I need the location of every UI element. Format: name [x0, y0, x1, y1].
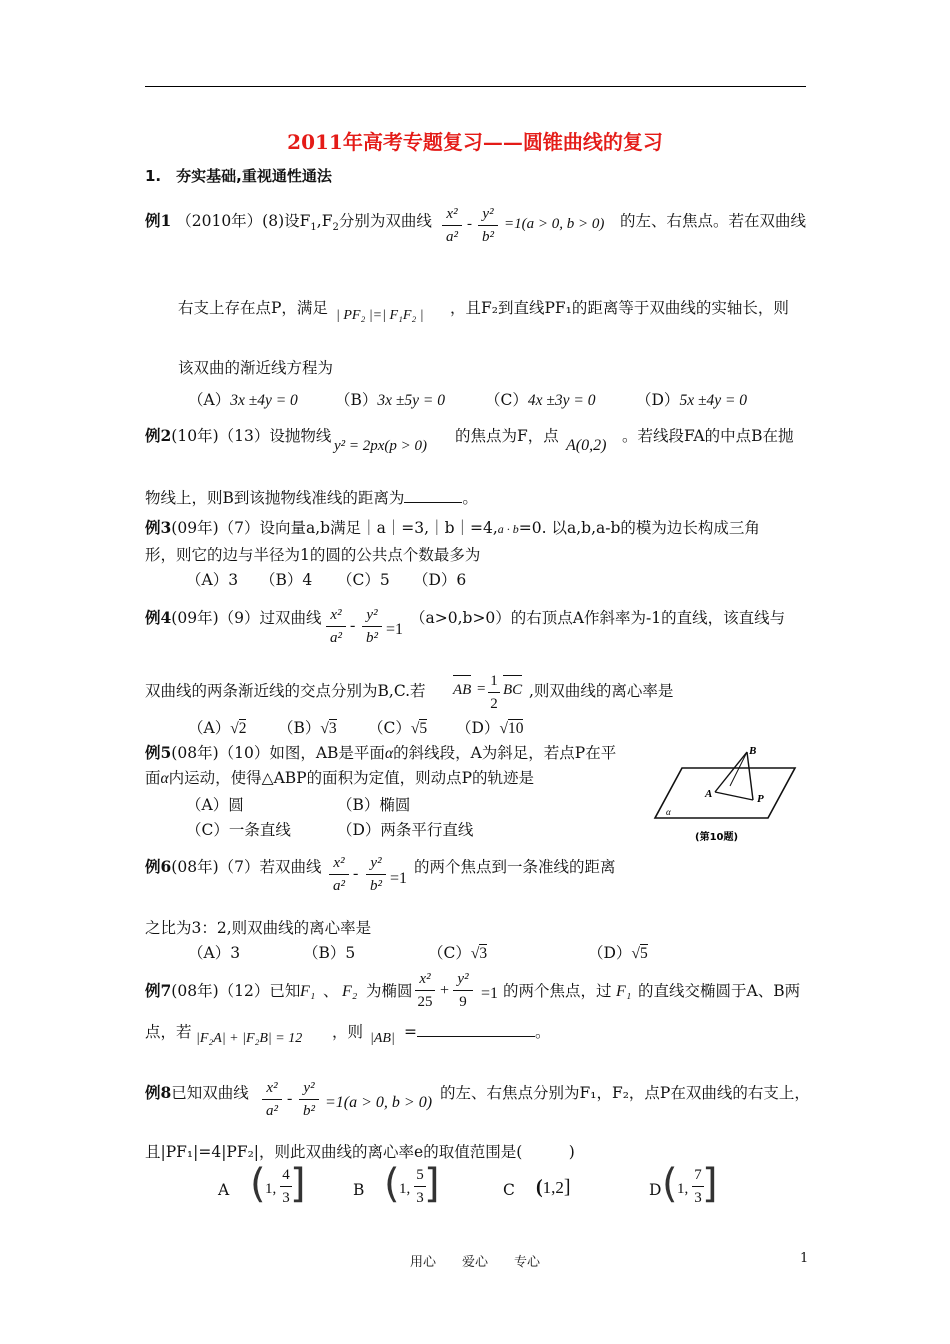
- example-5-line2: 面α内运动，使得△ABP的面积为定值，则动点P的轨迹是: [145, 769, 535, 787]
- choice-c-label: C: [503, 1181, 515, 1199]
- example-2-c: 。若线段FA的中点B在抛: [622, 427, 794, 445]
- page-number: 1: [800, 1251, 809, 1266]
- example-1-line2b: ，且F₂到直线PF₁的距离等于双曲线的实轴长，则: [450, 299, 789, 317]
- example-3-line1: 例3(09年)（7）设向量a,b满足｜a｜=3,｜b｜=4,a · b=0. 以a,b,a-b的模为边长构成三角: [145, 518, 760, 537]
- example-7-b: 为椭圆: [366, 982, 413, 1000]
- label-p: P: [757, 793, 764, 805]
- choice-d: （D）6: [413, 571, 467, 589]
- example-4-line1: 例4(09年)（9）过双曲线: [145, 608, 322, 627]
- fraction-x2-a2: x² a²: [262, 1079, 282, 1120]
- choice-d: （D）5x ±4y = 0: [636, 391, 748, 409]
- example-7-line2b: ，则: [332, 1023, 364, 1041]
- example-8-line2: 且|PF₁|=4|PF₂|，则此双曲线的离心率e的取值范围是( ): [145, 1143, 575, 1161]
- answer-blank: [404, 502, 462, 503]
- plane-figure: [650, 740, 800, 848]
- choice-d: （D）√10: [456, 719, 524, 737]
- choice-b: （B）4: [260, 571, 313, 589]
- choice-b: （B）椭圆: [337, 796, 411, 814]
- plus-sign: +: [440, 982, 450, 999]
- segment-bp: [747, 752, 753, 800]
- choice-d-label: D: [649, 1181, 662, 1199]
- choice-b: （B）√3: [278, 719, 337, 737]
- choice-d: （D）两条平行直线: [337, 821, 474, 839]
- equals-one: =1: [390, 870, 408, 887]
- header-rule: [145, 86, 806, 87]
- focus-f1: F₁: [300, 983, 316, 1000]
- example-4-line2a: 双曲线的两条渐近线的交点分别为B,C.若: [145, 682, 426, 700]
- fraction-y2-b2: y² b²: [478, 205, 498, 246]
- choice-a-label: A: [218, 1181, 230, 1199]
- label-b: B: [749, 745, 757, 757]
- choice-a: （A）3: [188, 944, 241, 962]
- example-2-b: 的焦点为F，点: [455, 427, 559, 445]
- fraction-x2-a2: x² a²: [329, 854, 349, 895]
- equals: =: [477, 681, 486, 697]
- choice-c: （C）√3: [428, 944, 488, 962]
- fraction-y2-b2: y² b²: [366, 854, 386, 895]
- example-4-b: （a>0,b>0）的右顶点A作斜率为-1的直线，该直线与: [410, 609, 786, 627]
- vector-bc: BC: [503, 682, 522, 699]
- section-heading: 1. 夯实基础,重视通性通法: [145, 167, 332, 185]
- choice-c-interval: (1,2]: [536, 1176, 571, 1198]
- choice-a: （A）3: [186, 571, 239, 589]
- minus-sign: -: [287, 1090, 293, 1107]
- example-4-line2b: ,则双曲线的离心率是: [529, 682, 674, 700]
- example-1-intro: （2010年）(8)设F: [176, 212, 311, 230]
- choice-a: （A）3x ±4y = 0: [188, 391, 298, 409]
- fraction-x2-a2: x² a²: [326, 606, 346, 647]
- example-8-b: 的左、右焦点分别为F₁，F₂，点P在双曲线的右支上，: [440, 1084, 810, 1102]
- example-2-line2: 物线上，则B到该抛物线准线的距离为 。: [145, 489, 478, 507]
- segment-ap: [715, 792, 753, 800]
- choice-b: （B）3x ±5y = 0: [335, 391, 445, 409]
- equation-condition: =1(a > 0, b > 0): [504, 216, 605, 232]
- parabola-equation: y² = 2px(p > 0): [334, 438, 428, 454]
- example-6-b: 的两个焦点到一条准线的距离: [414, 858, 616, 876]
- example-1-line2a: 右支上存在点P，满足: [178, 299, 328, 317]
- point-a: A(0,2): [566, 437, 607, 454]
- figure-caption: (第10题): [695, 832, 739, 843]
- minus-sign: -: [353, 865, 359, 882]
- fraction-y2-9: y² 9: [453, 970, 473, 1011]
- example-6-line2: 之比为3：2,则双曲线的离心率是: [145, 919, 372, 937]
- label-alpha: α: [666, 807, 671, 817]
- example-2-line1: 例2(10年)（13）设抛物线: [145, 426, 332, 445]
- choice-b: （B）5: [303, 944, 356, 962]
- fraction-y2-b2: y² b²: [299, 1079, 319, 1120]
- example-7-line2a: 点，若: [145, 1023, 192, 1041]
- minus-sign: -: [467, 216, 472, 232]
- example-8-line1: 例8已知双曲线: [145, 1083, 249, 1102]
- equation-condition: =1(a > 0, b > 0): [325, 1094, 433, 1111]
- plane-alpha: [655, 768, 795, 818]
- fraction-x2-a2: x² a²: [442, 205, 462, 246]
- example-1-tail: 的左、右焦点。若在双曲线: [620, 212, 807, 230]
- segment-ab: [715, 752, 747, 792]
- example-1-line1: 例1 （2010年）(8)设$F_1,F_2$分别为双曲线: [145, 211, 432, 234]
- answer-blank: [417, 1036, 535, 1037]
- abs-ab: |AB|: [370, 1031, 395, 1046]
- choice-a: （A）√2: [188, 719, 247, 737]
- choice-b-label: B: [353, 1181, 365, 1199]
- choice-c: （C）√5: [368, 719, 428, 737]
- page-title: 2011年高考专题复习——圆锥曲线的复习: [287, 130, 663, 154]
- example-7-c: 的两个焦点，过: [503, 982, 612, 1000]
- example-7-line1: 例7(08年)（12）已知: [145, 981, 301, 1000]
- fraction-one-half: 1 2: [488, 672, 500, 713]
- fraction-y2-b2: y² b²: [362, 606, 382, 647]
- example-7-d: 的直线交椭圆于A、B两: [638, 982, 801, 1000]
- vector-ab: AB: [453, 682, 471, 699]
- example-6-line1: 例6(08年)（7）若双曲线: [145, 857, 322, 876]
- choice-a: （A）圆: [186, 796, 244, 814]
- minus-sign: -: [350, 617, 356, 634]
- separator: 、: [323, 982, 339, 1000]
- equals-one: =1: [386, 621, 404, 638]
- choice-c: （C）一条直线: [186, 821, 291, 839]
- footer-text: 用心 爱心 专心: [409, 1255, 540, 1270]
- choice-c: （C）5: [337, 571, 390, 589]
- fraction-x2-25: x² 25: [415, 970, 435, 1011]
- example-5-line1: 例5(08年)（10）如图，AB是平面α的斜线段，A为斜足，若点P在平: [145, 743, 617, 762]
- label-a: A: [705, 788, 713, 800]
- equals-one: =1: [481, 985, 499, 1002]
- sum-condition: |F₂A| + |F₂B| = 12: [196, 1031, 303, 1046]
- focus-f2: F₂: [342, 983, 358, 1000]
- example-7-answer: = 。: [404, 1023, 551, 1041]
- choice-c: （C）4x ±3y = 0: [485, 391, 596, 409]
- example-1-line3: 该双曲的渐近线方程为: [178, 359, 334, 377]
- example-3-line2: 形，则它的边与半径为1的圆的公共点个数最多为: [145, 546, 481, 564]
- abs-condition: | PF₂ |=| F₁F₂ |: [336, 308, 424, 323]
- focus-f1: F₁: [616, 983, 632, 1000]
- example-label: 例1: [145, 211, 172, 230]
- choice-d: （D）√5: [588, 944, 648, 962]
